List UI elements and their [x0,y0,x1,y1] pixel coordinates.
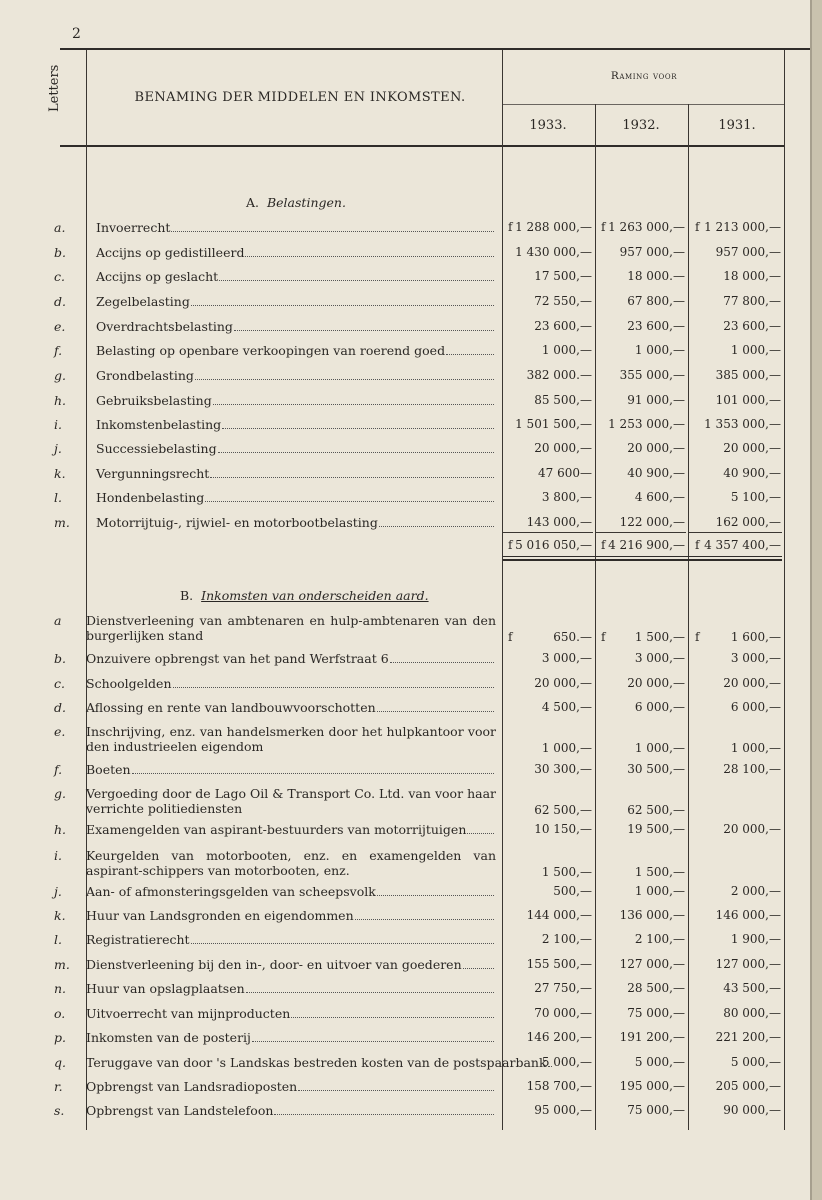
value-1933: 1 288 000,— [515,220,592,234]
currency-sign: f [695,220,700,234]
section-a-title: Belastingen. [266,195,346,210]
row-letter: m. [54,515,70,530]
value-1933: 5 000,— [541,1055,592,1069]
value-1932: 127 000,— [619,957,685,971]
value-1931: 5 000,— [730,1055,781,1069]
row-description [86,786,496,816]
row-description [86,762,496,777]
row-description-text: Grondbelasting [96,368,194,383]
section-a-prefix: A. [246,195,260,210]
value-1933: 10 150,— [534,822,592,836]
row-description [96,245,496,260]
value-1932: 75 000,— [627,1006,685,1020]
row-description-text: Aan- of afmonsteringsgelden van scheepsvolk [86,884,376,899]
total-rule-1931 [689,532,782,533]
value-1931: 385 000,— [715,368,781,382]
row-description [86,613,496,643]
value-1932: 1 253 000,— [608,417,685,431]
row-description-text: Successiebelasting [96,441,217,456]
row-description [86,981,496,996]
value-1933: 500,— [553,884,592,898]
dot-leader [132,773,494,774]
row-description [86,1103,496,1118]
row-letter: c. [54,269,65,284]
row-description-text: Examengelden van aspirant-bestuurders van motorrijtuigen [86,822,467,837]
value-1932: 136 000,— [619,908,685,922]
value-1932: 75 000,— [627,1103,685,1117]
total-1933: 5 016 050,— [515,538,592,552]
value-1933: 72 550,— [534,294,592,308]
row-description-text: Gebruiksbelasting [96,393,212,408]
value-1931: 957 000,— [715,245,781,259]
value-1933: 158 700,— [526,1079,592,1093]
value-1932: 1 263 000,— [608,220,685,234]
row-description-text: Hondenbelasting [96,490,205,505]
value-1932: 355 000,— [619,368,685,382]
row-letter: l. [54,932,62,947]
row-letter: h. [54,393,67,408]
value-1931: 80 000,— [723,1006,781,1020]
page-edge [812,0,822,1200]
value-1932: 20 000,— [627,676,685,690]
dot-leader [191,305,494,306]
row-description [96,393,496,408]
value-1932: 62 500,— [627,803,685,817]
dot-leader [205,501,494,502]
row-description [96,220,496,235]
row-description [96,515,496,530]
value-1933: 650.— [553,630,592,644]
value-1931: 3 000,— [730,651,781,665]
value-1931: 221 200,— [715,1030,781,1044]
double-rule-top [503,556,782,557]
row-description-text: Vergoeding door de Lago Oil & Transport Co. Ltd. van voor haar verrichte politiediensten [86,786,496,816]
total-currency-1931: f [695,538,700,552]
row-letter: s. [54,1103,65,1118]
value-1931: 20 000,— [723,441,781,455]
row-description [96,294,496,309]
value-1931: 127 000,— [715,957,781,971]
value-1933: 3 800,— [541,490,592,504]
value-1931: 40 900,— [723,466,781,480]
row-description-text: Motorrijtuig-, rijwiel- en motorbootbelasting [96,515,378,530]
row-description [96,417,496,432]
value-1932: 23 600,— [627,319,685,333]
value-1931: 90 000,— [723,1103,781,1117]
value-1933: 1 501 500,— [515,417,592,431]
total-currency-1932: f [601,538,606,552]
row-description-text: Opbrengst van Landstelefoon [86,1103,274,1118]
row-description-text: Aflossing en rente van landbouwvoorschotten [86,700,376,715]
dot-leader [298,1090,494,1091]
dot-leader [191,943,494,944]
dot-leader [274,1114,494,1115]
value-1933: 23 600,— [534,319,592,333]
currency-sign: f [508,630,513,644]
value-1931: 28 100,— [723,762,781,776]
row-description-text: Schoolgelden [86,676,172,691]
row-description-text: Overdrachtsbelasting [96,319,233,334]
raming-subrule [502,104,785,105]
row-description-text: Zegelbelasting [96,294,190,309]
dot-leader [210,477,494,478]
value-1933: 155 500,— [526,957,592,971]
section-b-title: Inkomsten van onderscheiden aard. [201,588,429,603]
value-1932: 20 000,— [627,441,685,455]
dot-leader [234,330,494,331]
row-letter: r. [54,1079,63,1094]
value-1931: 1 600,— [730,630,781,644]
value-1931: 205 000,— [715,1079,781,1093]
top-rule [60,48,810,50]
value-1933: 85 500,— [534,393,592,407]
value-1933: 1 000,— [541,343,592,357]
header-year-1933: 1933. [529,118,567,133]
row-letter: q. [54,1055,66,1070]
value-1932: 1 000,— [634,884,685,898]
value-1932: 122 000,— [619,515,685,529]
row-description-text: Huur van opslagplaatsen [86,981,245,996]
dot-leader [377,711,494,712]
row-letter: e. [54,319,66,334]
row-description-text: Boeten [86,762,131,777]
section-b-prefix: B. [180,588,194,603]
dot-leader [245,256,494,257]
section-b-heading [180,588,429,603]
row-description-text: Belasting op openbare verkoopingen van roerend goed [96,343,446,358]
row-letter: f. [54,343,63,358]
value-1933: 382 000.— [526,368,592,382]
row-description [96,441,496,456]
dot-leader [173,687,494,688]
value-1932: 91 000,— [627,393,685,407]
row-letter: m. [54,957,70,972]
row-letter: l. [54,490,62,505]
value-1931: 77 800,— [723,294,781,308]
row-letter: a [54,613,62,628]
row-description-text: Opbrengst van Landsradioposten [86,1079,298,1094]
value-1932: 1 500,— [634,865,685,879]
row-letter: d. [54,294,66,309]
dot-leader [379,526,494,527]
row-description-text: Inschrijving, enz. van handelsmerken door het hulpkantoor voor den industrieelen eigendom [86,724,496,754]
header-raming: Raming voor [610,70,678,82]
value-1931: 2 000,— [730,884,781,898]
dot-leader [446,354,494,355]
row-description-text: Teruggave van door 's Landskas bestreden kosten van de postspaarbank [86,1055,547,1070]
col-line-right [784,50,785,1130]
currency-sign: f [508,220,513,234]
dot-leader [171,231,494,232]
value-1932: 18 000.— [627,269,685,283]
value-1931: 20 000,— [723,676,781,690]
value-1933: 30 300,— [534,762,592,776]
row-description [86,932,496,947]
total-currency-1933: f [508,538,513,552]
value-1932: 28 500,— [627,981,685,995]
row-description-text: Uitvoerrecht van mijnproducten [86,1006,291,1021]
row-description-text: Inkomstenbelasting [96,417,222,432]
header-benaming: BENAMING DER MIDDELEN EN INKOMSTEN. [134,90,466,105]
value-1933: 1 500,— [541,865,592,879]
row-letter: p. [54,1030,66,1045]
row-description [86,1030,496,1045]
row-letter: o. [54,1006,66,1021]
currency-sign: f [601,630,606,644]
value-1932: 1 500,— [634,630,685,644]
row-description-text: Registratierecht [86,932,190,947]
header-year-1932: 1932. [622,118,660,133]
value-1932: 6 000,— [634,700,685,714]
row-letter: h. [54,822,67,837]
value-1932: 19 500,— [627,822,685,836]
value-1932: 40 900,— [627,466,685,480]
double-rule-bottom [503,559,782,561]
row-letter: k. [54,466,66,481]
row-letter: f. [54,762,63,777]
value-1933: 20 000,— [534,676,592,690]
row-description-text: Inkomsten van de posterij [86,1030,251,1045]
row-description-text: Dienstverleening van ambtenaren en hulp-ambtenaren van den burgerlijken stand [86,613,496,643]
row-letter: b. [54,651,66,666]
header-letters: Letters [47,64,62,112]
page-number: 2 [72,26,81,42]
row-letter: b. [54,245,66,260]
currency-sign: f [601,220,606,234]
row-description-text: Vergunningsrecht [96,466,210,481]
row-description [86,1055,547,1070]
dot-leader [222,428,494,429]
value-1931: 5 100,— [730,490,781,504]
value-1932: 2 100,— [634,932,685,946]
value-1932: 5 000,— [634,1055,685,1069]
value-1932: 67 800,— [627,294,685,308]
dot-leader [355,919,494,920]
value-1931: 23 600,— [723,319,781,333]
row-description [96,343,496,358]
row-description [86,884,496,899]
value-1933: 20 000,— [534,441,592,455]
value-1933: 1 430 000,— [515,245,592,259]
row-letter: e. [54,724,66,739]
row-description [86,1006,496,1021]
row-description [96,490,496,505]
row-description [86,957,496,972]
currency-sign: f [695,630,700,644]
row-description-text: Keurgelden van motorbooten, enz. en examengelden van aspirant-schippers van motorbooten, enz. [86,848,496,878]
value-1933: 62 500,— [534,803,592,817]
row-letter: g. [54,368,66,383]
value-1933: 4 500,— [541,700,592,714]
row-description-text: Accijns op geslacht [96,269,219,284]
value-1931: 1 900,— [730,932,781,946]
value-1932: 3 000,— [634,651,685,665]
row-letter: d. [54,700,66,715]
header-year-1931: 1931. [718,118,756,133]
row-description-text: Huur van Landsgronden en eigendommen [86,908,354,923]
row-description [86,822,496,837]
value-1931: 6 000,— [730,700,781,714]
row-description-text: Accijns op gedistilleerd [96,245,245,260]
dot-leader [195,379,494,380]
value-1933: 146 200,— [526,1030,592,1044]
value-1932: 1 000,— [634,343,685,357]
value-1933: 143 000,— [526,515,592,529]
row-description [96,269,496,284]
row-letter: n. [54,981,67,996]
dot-leader [467,833,494,834]
value-1931: 43 500,— [723,981,781,995]
row-description [86,700,496,715]
value-1931: 101 000,— [715,393,781,407]
total-rule-1932 [596,532,686,533]
value-1933: 47 600— [538,466,592,480]
dot-leader [377,895,494,896]
dot-leader [390,662,494,663]
value-1931: 1 000,— [730,343,781,357]
value-1933: 17 500,— [534,269,592,283]
row-description [86,651,496,666]
dot-leader [218,452,494,453]
value-1932: 1 000,— [634,741,685,755]
row-description [86,848,496,878]
row-letter: k. [54,908,66,923]
value-1931: 20 000,— [723,822,781,836]
total-1932: 4 216 900,— [608,538,685,552]
value-1932: 4 600,— [634,490,685,504]
value-1932: 195 000,— [619,1079,685,1093]
value-1933: 27 750,— [534,981,592,995]
row-letter: i. [54,848,62,863]
value-1931: 1 000,— [730,741,781,755]
section-a-heading [246,195,346,210]
row-description [86,908,496,923]
value-1932: 957 000,— [619,245,685,259]
row-description [86,1079,496,1094]
row-letter: i. [54,417,62,432]
dot-leader [291,1017,494,1018]
value-1933: 2 100,— [541,932,592,946]
value-1933: 144 000,— [526,908,592,922]
row-description-text: Onzuivere opbrengst van het pand Werfstraat 6 [86,651,389,666]
value-1931: 1 213 000,— [704,220,781,234]
row-letter: j. [54,441,62,456]
total-1931: 4 357 400,— [704,538,781,552]
row-description [96,368,496,383]
row-description [86,724,496,754]
header-bottom-rule [60,145,785,147]
value-1931: 162 000,— [715,515,781,529]
dot-leader [252,1041,494,1042]
value-1933: 95 000,— [534,1103,592,1117]
row-letter: c. [54,676,65,691]
value-1931: 146 000,— [715,908,781,922]
value-1931: 1 353 000,— [704,417,781,431]
row-description [96,466,496,481]
row-description [96,319,496,334]
value-1933: 1 000,— [541,741,592,755]
dot-leader [463,968,494,969]
dot-leader [213,404,494,405]
dot-leader [219,280,494,281]
row-letter: j. [54,884,62,899]
value-1932: 30 500,— [627,762,685,776]
value-1931: 18 000,— [723,269,781,283]
row-description-text: Dienstverleening bij den in-, door- en uitvoer van goederen [86,957,462,972]
value-1933: 3 000,— [541,651,592,665]
dot-leader [246,992,494,993]
row-letter: a. [54,220,66,235]
value-1933: 70 000,— [534,1006,592,1020]
row-letter: g. [54,786,66,801]
total-rule-1933 [503,532,593,533]
value-1932: 191 200,— [619,1030,685,1044]
row-description [86,676,496,691]
row-description-text: Invoerrecht [96,220,171,235]
